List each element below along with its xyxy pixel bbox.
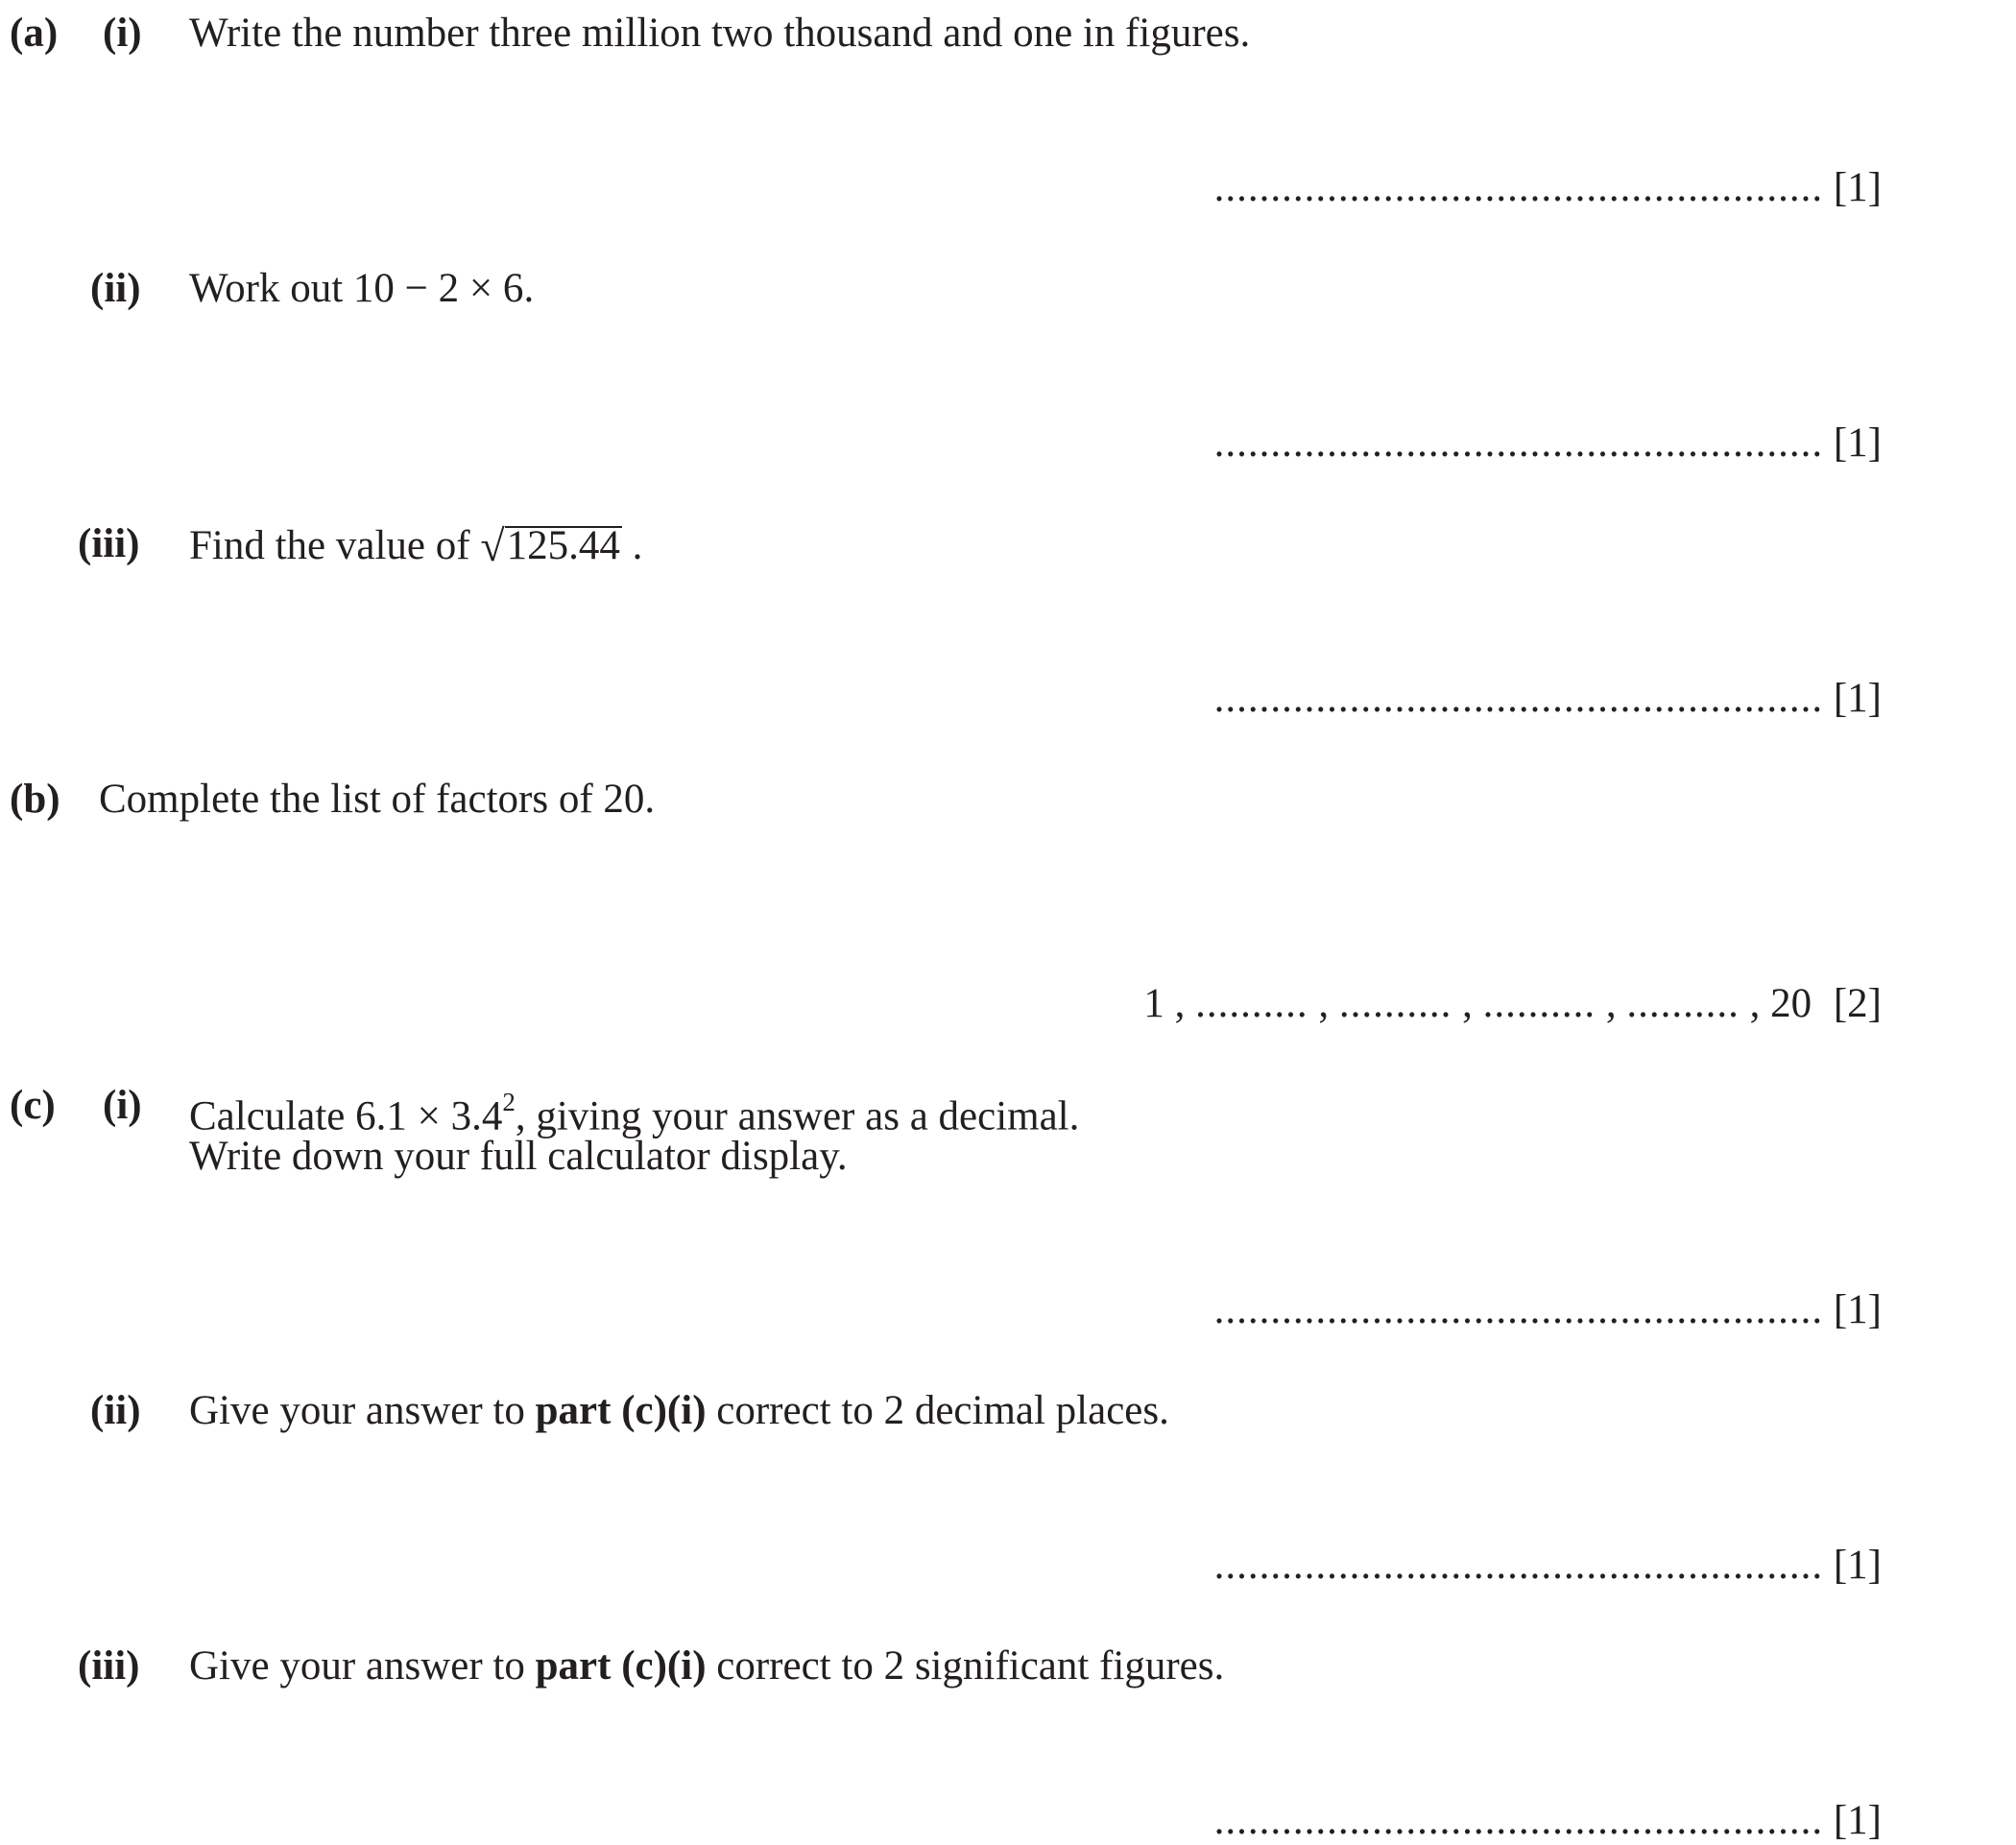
factor-list-start: 1 , xyxy=(1143,981,1186,1026)
question-c-i-suffix: , giving your answer as a decimal. xyxy=(515,1093,1080,1139)
exponent: 2 xyxy=(502,1088,516,1116)
answer-line-a-i[interactable] xyxy=(1214,164,1882,212)
question-c-i-expression: 6.1 × 3.4 xyxy=(355,1093,503,1139)
question-a-ii-text xyxy=(189,265,534,313)
answer-line-a-ii[interactable] xyxy=(1214,419,1882,467)
question-c-iii-suffix: correct to 2 significant figures. xyxy=(706,1643,1225,1689)
factor-comma: , xyxy=(1605,981,1617,1026)
part-reference: part (c)(i) xyxy=(535,1643,707,1689)
factor-comma: , xyxy=(1318,981,1330,1026)
answer-line-a-iii[interactable] xyxy=(1214,675,1882,723)
question-a-label: (a) xyxy=(10,11,59,56)
radicand: 125.44 xyxy=(506,523,620,568)
question-a-iii-text xyxy=(189,520,642,570)
factor-list-answer xyxy=(1143,980,1882,1028)
question-c-ii-prefix: Give your answer to xyxy=(189,1388,536,1433)
answer-line-c-i[interactable] xyxy=(1214,1286,1882,1334)
answer-dots: ...................................................... xyxy=(1213,1287,1824,1332)
question-b-text: Complete the list of factors of 20. xyxy=(99,777,656,822)
factor-blank-2[interactable]: .......... xyxy=(1338,981,1452,1026)
question-b-label: (b) xyxy=(10,777,60,822)
question-a-ii-expression: 10 − 2 × 6 xyxy=(352,266,524,311)
marks-c-iii: [1] xyxy=(1833,1798,1882,1843)
part-reference: part (c)(i) xyxy=(535,1388,707,1433)
question-c-ii-suffix: correct to 2 decimal places. xyxy=(706,1388,1169,1433)
answer-dots: ...................................................... xyxy=(1213,1543,1824,1588)
question-a-i-label: (i) xyxy=(103,11,142,56)
question-c-i-line2: Write down your full calculator display. xyxy=(189,1134,848,1179)
marks-c-ii: [1] xyxy=(1833,1543,1882,1588)
factor-blank-4[interactable]: .......... xyxy=(1626,981,1740,1026)
answer-dots: ...................................................... xyxy=(1213,676,1824,721)
factor-comma: , xyxy=(1462,981,1473,1026)
answer-dots: ...................................................... xyxy=(1213,165,1824,210)
question-c-iii-label: (iii) xyxy=(78,1643,140,1689)
question-c-i-prefix: Calculate xyxy=(189,1093,356,1139)
answer-line-c-iii[interactable] xyxy=(1214,1797,1882,1845)
question-a-iii-prefix: Find the value of xyxy=(189,523,481,568)
factor-blank-1[interactable]: .......... xyxy=(1195,981,1308,1026)
marks-a-iii: [1] xyxy=(1833,676,1882,721)
factor-list-end: , 20 xyxy=(1749,981,1812,1026)
question-c-iii-prefix: Give your answer to xyxy=(189,1643,536,1689)
marks-a-i: [1] xyxy=(1833,165,1882,210)
radical-sign: √ xyxy=(480,521,505,570)
square-root-expression xyxy=(480,520,622,570)
question-a-i-text: Write the number three million two thousand and one in figures. xyxy=(189,11,1251,56)
question-c-i-label: (i) xyxy=(103,1083,142,1128)
answer-dots: ...................................................... xyxy=(1213,1798,1824,1843)
marks-b: [2] xyxy=(1833,981,1882,1026)
question-c-label: (c) xyxy=(10,1083,56,1128)
question-c-iii-text xyxy=(189,1642,1224,1690)
answer-dots: ...................................................... xyxy=(1213,420,1824,466)
marks-a-ii: [1] xyxy=(1833,420,1882,466)
answer-line-c-ii[interactable] xyxy=(1214,1542,1882,1590)
question-a-iii-suffix: . xyxy=(621,523,643,568)
question-a-ii-prefix: Work out xyxy=(189,266,353,311)
question-a-iii-label: (iii) xyxy=(78,521,140,566)
question-c-ii-label: (ii) xyxy=(90,1388,141,1433)
question-c-ii-text xyxy=(189,1387,1169,1435)
question-a-ii-label: (ii) xyxy=(90,266,141,311)
marks-c-i: [1] xyxy=(1833,1287,1882,1332)
factor-blank-3[interactable]: .......... xyxy=(1482,981,1596,1026)
question-a-ii-suffix: . xyxy=(523,266,535,311)
